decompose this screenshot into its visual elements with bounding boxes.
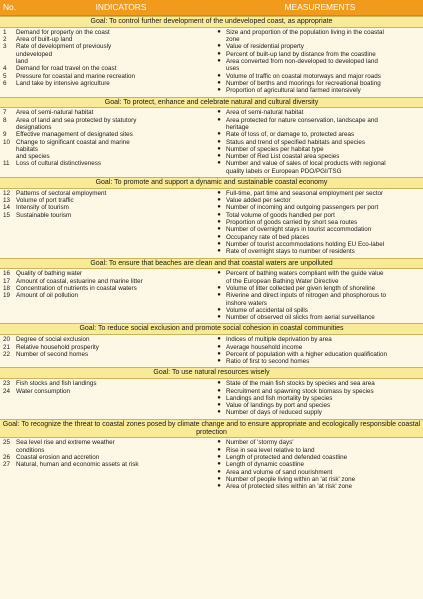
measurement-line [212, 358, 420, 365]
indicator-text: Natural, human and economic assets at risk [16, 461, 139, 469]
measurement-text: Number of overnight stays in tourist accommodation [226, 226, 372, 234]
indicator-line [3, 190, 212, 197]
bullet-icon: ● [217, 284, 221, 291]
bullet-icon: ● [217, 58, 221, 65]
measurement-text: heritage [226, 123, 249, 131]
indicator-line [3, 58, 212, 65]
measurement-text: Volume of traffic on coastal motorways and major roads [226, 72, 381, 80]
indicator-number: 25 [3, 439, 11, 447]
measurement-line [212, 439, 420, 446]
measurement-text: Full-time, part time and seasonal employment per sector [226, 189, 384, 197]
bullet-icon: ● [217, 226, 221, 233]
section-rows [0, 379, 423, 418]
measurement-text: Rate of loss of, or damage to, protected areas [226, 131, 355, 139]
measurement-line [212, 51, 420, 58]
bullet-icon: ● [217, 475, 221, 482]
bullet-icon: ● [217, 189, 221, 196]
bullet-icon: ● [217, 197, 221, 204]
indicator-line [3, 153, 212, 160]
measurement-text: Area of protected sites within an 'at risk' zone [226, 483, 352, 491]
bullet-icon: ● [217, 43, 221, 50]
bullet-icon: ● [217, 87, 221, 94]
indicator-number: 14 [3, 204, 11, 212]
bullet-icon: ● [217, 350, 221, 357]
bullet-spacer [212, 300, 226, 307]
indicator-text: undeveloped [16, 50, 53, 58]
measurement-line [212, 483, 420, 490]
indicator-number [3, 146, 16, 153]
measurement-line [212, 285, 420, 292]
measurement-text: zone [226, 36, 240, 44]
indicator-number [3, 447, 16, 454]
bullet-icon: ● [217, 314, 221, 321]
table-body [0, 16, 423, 492]
indicator-number: 15 [3, 211, 11, 219]
bullet-icon: ● [217, 145, 221, 152]
indicator-number: 10 [3, 138, 11, 146]
measurement-text: Area of semi-natural habitat [226, 109, 304, 117]
measurement-line [212, 447, 420, 454]
bullet-icon: ● [217, 394, 221, 401]
indicator-line [3, 117, 212, 124]
goal-row: Goal: To promote and support a dynamic and sustainable coastal economy [0, 177, 423, 189]
measurement-text: Volume of litter collected per given length of shoreline [226, 284, 376, 292]
indicator-line [3, 65, 212, 72]
measurement-line [212, 80, 420, 87]
measurement-text: Ratio of first to second homes [226, 358, 310, 366]
section-rows [0, 189, 423, 258]
indicator-line [3, 388, 212, 395]
measurement-line [212, 160, 420, 167]
indicator-number: 6 [3, 79, 7, 87]
measurements-column [212, 270, 423, 321]
section-rows [0, 438, 423, 492]
measurement-text: Number of 'stormy days' [226, 439, 294, 447]
indicator-text: designations [16, 123, 52, 131]
measurement-line [212, 314, 420, 321]
indicator-number: 17 [3, 277, 11, 285]
indicator-line [3, 36, 212, 43]
indicator-text: and species [16, 153, 50, 161]
measurement-line [212, 197, 420, 204]
measurements-column [212, 190, 423, 256]
table-header [0, 0, 423, 16]
measurement-text: Value of landings by port and species [226, 402, 331, 410]
indicator-number: 11 [3, 160, 10, 168]
section-rows [0, 269, 423, 323]
measurement-text: Percent of built-up land by distance from the coastline [226, 50, 376, 58]
bullet-icon: ● [217, 409, 221, 416]
indicator-line [3, 212, 212, 219]
measurement-text: Proportion of agricultural land farmed intensively [226, 87, 361, 95]
measurement-text: Number of berths and moorings for recreational boating [226, 79, 381, 87]
indicator-line [3, 131, 212, 138]
indicator-text: Quality of bathing water [16, 270, 83, 278]
bullet-icon: ● [217, 233, 221, 240]
indicator-number: 26 [3, 453, 11, 461]
measurement-text: Number of species per habitat type [226, 145, 324, 153]
indicator-line [3, 461, 212, 468]
measurement-text: Indices of multiple deprivation by area [226, 336, 332, 344]
measurement-line [212, 109, 420, 116]
measurements-column [212, 439, 423, 490]
section-rows [0, 335, 423, 367]
indicator-text: conditions [16, 446, 45, 454]
section-rows [0, 28, 423, 97]
bullet-icon: ● [217, 240, 221, 247]
bullet-icon: ● [217, 211, 221, 218]
indicator-number: 4 [3, 65, 7, 73]
indicator-number [3, 58, 16, 65]
bullet-icon: ● [217, 131, 221, 138]
measurement-text: Number of people living within an 'at risk' zone [226, 475, 356, 483]
indicator-text: Number of second homes [16, 350, 89, 358]
measurement-text: Rate of overnight stays to number of residents [226, 248, 355, 256]
indicator-number: 16 [3, 270, 11, 278]
measurement-text: Riverine and direct inputs of nitrogen and phosphorous to [226, 292, 386, 300]
goal-row: Goal: To ensure that beaches are clean and that coastal waters are unpolluted [0, 258, 423, 270]
bullet-icon: ● [217, 204, 221, 211]
measurement-text: Rise in sea level relative to land [226, 446, 315, 454]
indicator-text: Patterns of sectoral employment [16, 189, 107, 197]
measurement-text: uses [226, 65, 240, 73]
indicator-text: Sustainable tourism [16, 211, 72, 219]
measurement-text: Number of observed oil slicks from aerial surveillance [226, 314, 375, 322]
header-no: No. [3, 1, 17, 12]
indicator-text: Demand for property on the coast [16, 28, 110, 36]
section-rows [0, 108, 423, 177]
measurement-line [212, 29, 420, 36]
measurements-column [212, 109, 423, 175]
measurement-line [212, 336, 420, 343]
indicator-text: Effective management of designated sites [16, 131, 133, 139]
indicator-number: 8 [3, 116, 7, 124]
bullet-icon: ● [217, 138, 221, 145]
measurement-text: Value of residential property [226, 43, 304, 51]
goal-row: Goal: To control further development of the undeveloped coast, as appropriate [0, 16, 423, 28]
indicator-line [3, 146, 212, 153]
bullet-spacer [212, 36, 226, 43]
measurement-text: Area converted from non-developed to developed land [226, 58, 378, 66]
measurement-text: Total volume of goods handled per port [226, 211, 335, 219]
indicator-text: Water consumption [16, 387, 71, 395]
indicator-text: Volume of port traffic [16, 197, 74, 205]
measurements-column [212, 29, 423, 95]
indicator-number: 7 [3, 109, 7, 117]
indicator-text: Area of semi-natural habitat [16, 109, 94, 117]
indicator-line [3, 285, 212, 292]
indicator-number: 3 [3, 43, 7, 51]
measurement-line [212, 65, 420, 72]
bullet-icon: ● [217, 483, 221, 490]
measurement-line [212, 117, 420, 124]
measurement-text: inshore waters [226, 299, 267, 307]
measurement-line [212, 278, 420, 285]
indicator-line [3, 43, 212, 50]
bullet-icon: ● [217, 50, 221, 57]
measurement-line [212, 219, 420, 226]
indicator-text: Concentration of nutrients in coastal waters [16, 284, 137, 292]
bullet-icon: ● [217, 446, 221, 453]
measurement-text: Landings and fish mortality by species [226, 394, 333, 402]
indicator-text: Area of built-up land [16, 36, 73, 44]
indicator-text: Amount of coastal, estuarine and marine litter [16, 277, 143, 285]
measurement-text: Average household income [226, 343, 303, 351]
indicator-number: 1 [3, 28, 7, 36]
bullet-icon: ● [217, 358, 221, 365]
indicator-line [3, 80, 212, 87]
bullet-icon: ● [217, 306, 221, 313]
indicator-text: Fish stocks and fish landings [16, 380, 97, 388]
goal-row: Goal: To reduce social exclusion and promote social cohesion in coastal communities [0, 323, 423, 335]
bullet-spacer [212, 168, 226, 175]
bullet-icon: ● [217, 72, 221, 79]
indicators-column [0, 380, 212, 416]
indicator-number: 5 [3, 72, 7, 80]
indicator-text: Loss of cultural distinctiveness [16, 160, 102, 168]
indicator-number: 9 [3, 131, 7, 139]
bullet-icon: ● [217, 402, 221, 409]
indicator-line [3, 336, 212, 343]
measurement-text: of the European Bathing Water Directive [226, 277, 339, 285]
measurement-text: Occupancy rate of bed places [226, 233, 310, 241]
indicator-line [3, 351, 212, 358]
indicator-number: 24 [3, 387, 11, 395]
measurement-line [212, 168, 420, 175]
measurement-line [212, 380, 420, 387]
measurement-line [212, 139, 420, 146]
indicators-column [0, 336, 212, 365]
measurement-text: Volume of accidental oil spills [226, 306, 308, 314]
measurement-line [212, 131, 420, 138]
measurement-line [212, 409, 420, 416]
indicator-line [3, 344, 212, 351]
bullet-icon: ● [217, 453, 221, 460]
indicator-line [3, 454, 212, 461]
indicator-line [3, 51, 212, 58]
indicator-line [3, 29, 212, 36]
measurement-text: Size and proportion of the population living in the coastal [226, 28, 384, 36]
indicators-column [0, 109, 212, 175]
indicator-text: Area of land and sea protected by statutory [16, 116, 137, 124]
indicator-text: habitats [16, 145, 39, 153]
measurement-line [212, 226, 420, 233]
indicator-text: Rate of development of previously [16, 43, 112, 51]
bullet-icon: ● [217, 270, 221, 277]
measurement-line [212, 388, 420, 395]
indicator-line [3, 197, 212, 204]
bullet-icon: ● [217, 387, 221, 394]
measurement-line [212, 146, 420, 153]
measurement-text: Length of protected and defended coastline [226, 453, 348, 461]
measurement-text: Number of incoming and outgoing passengers per port [226, 204, 379, 212]
bullet-icon: ● [217, 116, 221, 123]
bullet-icon: ● [217, 336, 221, 343]
bullet-icon: ● [217, 153, 221, 160]
measurement-line [212, 461, 420, 468]
indicator-text: Change to significant coastal and marine [16, 138, 130, 146]
bullet-icon: ● [217, 79, 221, 86]
indicator-number: 22 [3, 350, 11, 358]
measurement-text: quality labels or European PDO/PGI/TSG [226, 167, 342, 175]
measurement-line [212, 351, 420, 358]
indicator-number: 21 [3, 343, 11, 351]
measurement-line [212, 124, 420, 131]
measurement-text: Number of tourist accommodations holding EU Eco-label [226, 240, 385, 248]
measurement-text: Percent of population with a higher education qualification [226, 350, 388, 358]
indicator-text: Coastal erosion and accretion [16, 453, 100, 461]
indicator-number: 23 [3, 380, 11, 388]
indicator-line [3, 447, 212, 454]
bullet-spacer [212, 278, 226, 285]
bullet-icon: ● [217, 461, 221, 468]
indicators-column [0, 439, 212, 490]
indicator-text: Degree of social exclusion [16, 336, 90, 344]
indicators-column [0, 270, 212, 321]
measurement-line [212, 454, 420, 461]
measurement-line [212, 190, 420, 197]
measurement-line [212, 307, 420, 314]
measurement-text: Area protected for nature conservation, landscape and [226, 116, 378, 124]
measurement-line [212, 58, 420, 65]
indicator-line [3, 278, 212, 285]
header-indicators: INDICATORS [95, 1, 147, 12]
indicator-line [3, 160, 212, 167]
indicator-number: 20 [3, 336, 11, 344]
bullet-icon: ● [217, 380, 221, 387]
bullet-icon: ● [217, 468, 221, 475]
indicator-text: Sea level rise and extreme weather [16, 439, 115, 447]
bullet-icon: ● [217, 109, 221, 116]
measurement-text: Number and value of sales of local products with regional [226, 160, 386, 168]
indicator-text: Relative household prosperity [16, 343, 99, 351]
measurement-text: Proportion of goods carried by short sea routes [226, 219, 358, 227]
measurement-line [212, 204, 420, 211]
measurement-line [212, 234, 420, 241]
measurement-line [212, 395, 420, 402]
measurement-line [212, 248, 420, 255]
indicators-column [0, 190, 212, 256]
bullet-icon: ● [217, 219, 221, 226]
indicators-column [0, 29, 212, 95]
bullet-spacer [212, 124, 226, 131]
indicator-number: 27 [3, 461, 11, 469]
goal-row: Goal: To use natural resources wisely [0, 367, 423, 379]
measurement-text: Length of dynamic coastline [226, 461, 305, 469]
indicator-line [3, 204, 212, 211]
measurement-text: Percent of bathing waters compliant with the guide value [226, 270, 384, 278]
indicator-text: Amount of oil pollution [16, 292, 78, 300]
header-measurements: MEASUREMENTS [284, 1, 356, 12]
indicator-text: land [16, 58, 28, 66]
measurement-line [212, 300, 420, 307]
measurement-text: Area and volume of sand nourishment [226, 468, 333, 476]
measurement-text: Value added per sector [226, 197, 291, 205]
measurements-column [212, 336, 423, 365]
indicator-number: 2 [3, 36, 7, 44]
indicator-number: 12 [3, 189, 11, 197]
goal-row: Goal: To protect, enhance and celebrate natural and cultural diversity [0, 97, 423, 109]
goal-row: Goal: To recognize the threat to coastal zones posed by climate change and to ensure appropriate and ecologically responsible coastal protection [0, 419, 423, 439]
measurements-column [212, 380, 423, 416]
indicator-number: 18 [3, 284, 11, 292]
bullet-icon: ● [217, 160, 221, 167]
measurement-line [212, 241, 420, 248]
bullet-icon: ● [217, 28, 221, 35]
indicator-text: Demand for road travel on the coast [16, 65, 117, 73]
measurement-line [212, 292, 420, 299]
measurement-line [212, 73, 420, 80]
measurement-text: Number of Red List coastal area species [226, 153, 340, 161]
measurement-line [212, 469, 420, 476]
indicator-line [3, 139, 212, 146]
indicator-number: 13 [3, 197, 11, 205]
measurement-text: Status and trend of specified habitats and species [226, 138, 365, 146]
indicator-line [3, 109, 212, 116]
indicator-line [3, 270, 212, 277]
bullet-icon: ● [217, 292, 221, 299]
indicator-number [3, 51, 16, 58]
measurement-line [212, 153, 420, 160]
indicator-number: 19 [3, 292, 11, 300]
measurement-line [212, 270, 420, 277]
measurement-text: Recruitment and spawning stock biomass by species [226, 387, 374, 395]
measurement-line [212, 212, 420, 219]
indicator-line [3, 439, 212, 446]
indicator-line [3, 292, 212, 299]
indicator-number [3, 153, 16, 160]
measurement-line [212, 36, 420, 43]
measurement-text: State of the main fish stocks by species and sea area [226, 380, 375, 388]
indicator-text: Intensity of tourism [16, 204, 69, 212]
indicator-line [3, 380, 212, 387]
indicator-line [3, 73, 212, 80]
indicator-text: Land take by intensive agriculture [16, 79, 110, 87]
measurement-line [212, 344, 420, 351]
bullet-icon: ● [217, 248, 221, 255]
measurement-line [212, 476, 420, 483]
bullet-icon: ● [217, 343, 221, 350]
bullet-icon: ● [217, 439, 221, 446]
measurement-line [212, 43, 420, 50]
measurement-line [212, 402, 420, 409]
indicator-number [3, 124, 16, 131]
measurement-text: Number of days of reduced supply [226, 409, 322, 417]
indicator-text: Pressure for coastal and marine recreation [16, 72, 135, 80]
bullet-spacer [212, 65, 226, 72]
indicator-line [3, 124, 212, 131]
measurement-line [212, 87, 420, 94]
